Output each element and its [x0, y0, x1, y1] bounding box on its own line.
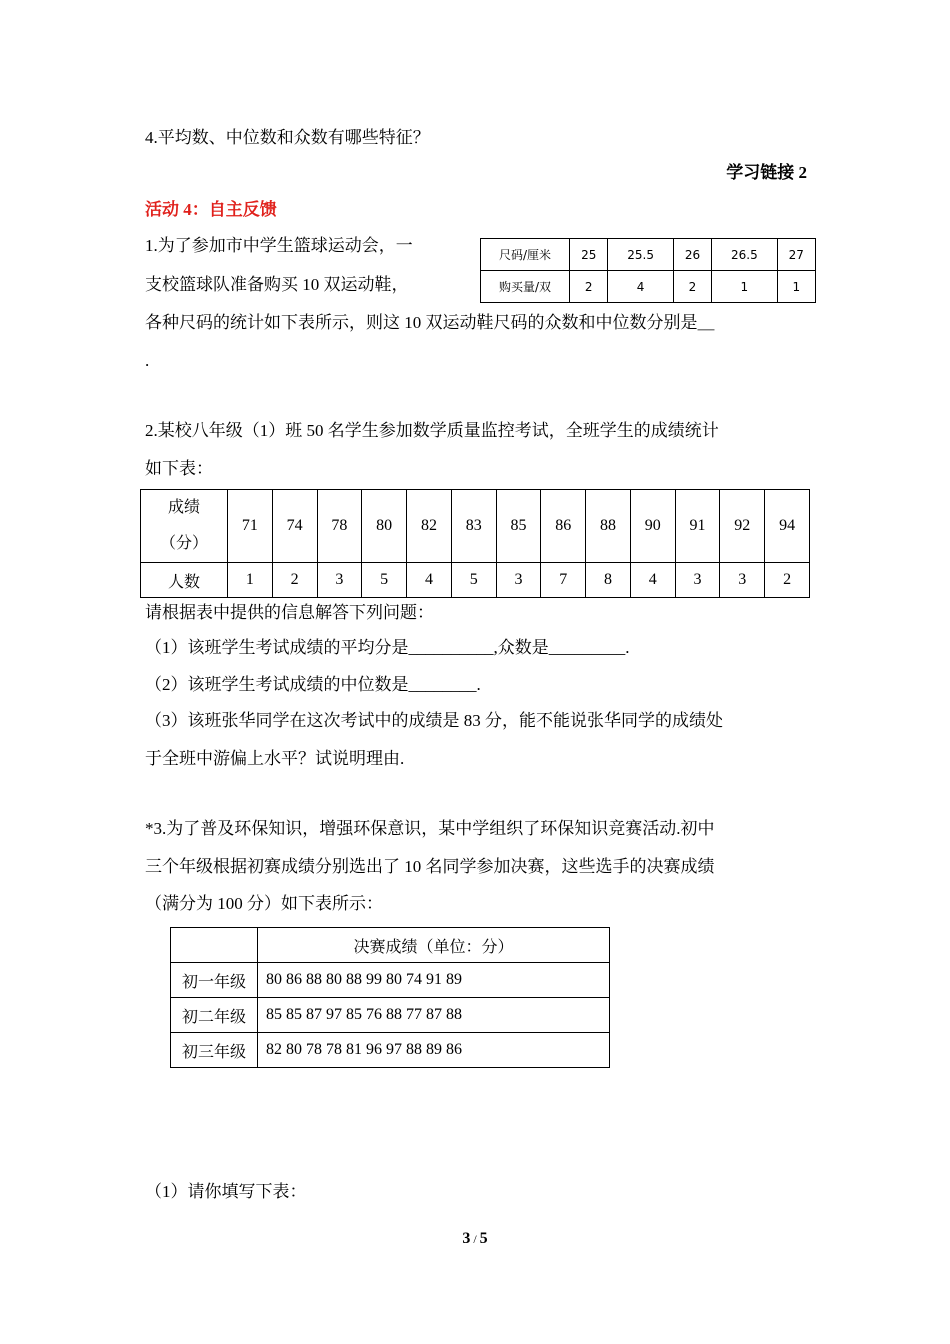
count-row — [141, 563, 810, 598]
problem-3-line-1: *3.为了普及环保知识，增强环保意识，某中学组织了环保知识竞赛活动.初中 — [145, 819, 715, 838]
activity-title: 活动 4：自主反馈 — [145, 200, 277, 219]
score-cell: 90 — [630, 490, 675, 563]
problem-2-q3-line-2: 于全班中游偏上水平？试说明理由. — [145, 749, 405, 768]
shoe-count-cell: 1 — [777, 271, 815, 303]
final-header-row — [171, 928, 610, 963]
count-cell: 4 — [407, 563, 452, 598]
count-cell: 2 — [272, 563, 317, 598]
count-cell: 4 — [630, 563, 675, 598]
shoe-size-row — [481, 239, 816, 271]
score-cell: 94 — [765, 490, 810, 563]
score-header-bottom: （分） — [159, 535, 208, 552]
count-cell: 1 — [228, 563, 273, 598]
problem-1-line-4: . — [145, 351, 150, 370]
shoe-size-cell: 25.5 — [608, 239, 673, 271]
problem-1-line-2: 支校篮球队准备购买 10 双运动鞋， — [145, 275, 409, 294]
score-cell: 78 — [317, 490, 362, 563]
score-header-top: 成绩 — [167, 499, 200, 516]
problem-3-q1: （1）请你填写下表： — [145, 1182, 307, 1201]
score-header — [141, 490, 228, 563]
page-separator: / — [470, 1232, 480, 1246]
shoe-count-cell: 1 — [712, 271, 777, 303]
shoe-size-cell: 26 — [673, 239, 711, 271]
count-cell: 8 — [586, 563, 631, 598]
final-row — [171, 1033, 610, 1068]
problem-2-q1: （1）该班学生考试成绩的平均分是__________,众数是_________. — [145, 638, 630, 657]
score-cell: 82 — [407, 490, 452, 563]
score-cell: 86 — [541, 490, 586, 563]
problem-3-line-3: （满分为 100 分）如下表所示： — [145, 894, 383, 913]
final-score-table — [170, 927, 610, 1068]
count-label: 人数 — [141, 563, 228, 598]
shoe-size-cell: 26.5 — [712, 239, 777, 271]
problem-1-line-1: 1.为了参加市中学生篮球运动会，一 — [145, 236, 413, 255]
problem-2-intro: 请根据表中提供的信息解答下列问题： — [145, 603, 434, 622]
shoe-count-row — [481, 271, 816, 303]
count-cell: 5 — [362, 563, 407, 598]
final-grade: 初三年级 — [171, 1033, 258, 1068]
final-scores: 85 85 87 97 85 76 88 77 87 88 — [258, 998, 610, 1033]
final-grade: 初二年级 — [171, 998, 258, 1033]
final-scores: 80 86 88 80 88 99 80 74 91 89 — [258, 963, 610, 998]
problem-2-q3-line-1: （3）该班张华同学在这次考试中的成绩是 83 分，能不能说张华同学的成绩处 — [145, 711, 723, 730]
question-4: 4.平均数、中位数和众数有哪些特征？ — [145, 128, 430, 147]
score-cell: 74 — [272, 490, 317, 563]
problem-3-line-2: 三个年级根据初赛成绩分别选出了 10 名同学参加决赛，这些选手的决赛成绩 — [145, 857, 715, 876]
final-grade: 初一年级 — [171, 963, 258, 998]
count-cell: 3 — [317, 563, 362, 598]
final-scores: 82 80 78 78 81 96 97 88 89 86 — [258, 1033, 610, 1068]
score-cell: 71 — [228, 490, 273, 563]
score-cell: 88 — [586, 490, 631, 563]
count-cell: 7 — [541, 563, 586, 598]
score-cell: 91 — [675, 490, 720, 563]
score-cell: 83 — [451, 490, 496, 563]
problem-2-line-1: 2.某校八年级（1）班 50 名学生参加数学质量监控考试，全班学生的成绩统计 — [145, 421, 719, 440]
shoe-size-cell: 27 — [777, 239, 815, 271]
final-row — [171, 998, 610, 1033]
score-cell: 85 — [496, 490, 541, 563]
shoe-count-cell: 2 — [570, 271, 608, 303]
count-cell: 3 — [675, 563, 720, 598]
shoe-size-table — [480, 238, 816, 303]
score-table — [140, 489, 810, 598]
shoe-count-label: 购买量/双 — [481, 271, 570, 303]
study-link-label: 学习链接 2 — [726, 163, 807, 182]
page-total: 5 — [479, 1230, 488, 1247]
shoe-size-label: 尺码/厘米 — [481, 239, 570, 271]
problem-1-line-3: 各种尺码的统计如下表所示，则这 10 双运动鞋尺码的众数和中位数分别是＿ — [145, 313, 715, 332]
shoe-count-cell: 2 — [673, 271, 711, 303]
score-cell: 92 — [720, 490, 765, 563]
final-row — [171, 963, 610, 998]
problem-2-line-2: 如下表： — [145, 459, 213, 478]
count-cell: 5 — [451, 563, 496, 598]
final-header-empty — [171, 928, 258, 963]
shoe-size-cell: 25 — [570, 239, 608, 271]
problem-2-q2: （2）该班学生考试成绩的中位数是________. — [145, 675, 481, 694]
count-cell: 3 — [720, 563, 765, 598]
shoe-count-cell: 4 — [608, 271, 673, 303]
score-row — [141, 490, 810, 563]
final-header: 决赛成绩（单位：分） — [258, 928, 610, 963]
page-number: 3 — [462, 1230, 471, 1247]
score-cell: 80 — [362, 490, 407, 563]
page-footer — [0, 1230, 950, 1248]
count-cell: 2 — [765, 563, 810, 598]
count-cell: 3 — [496, 563, 541, 598]
